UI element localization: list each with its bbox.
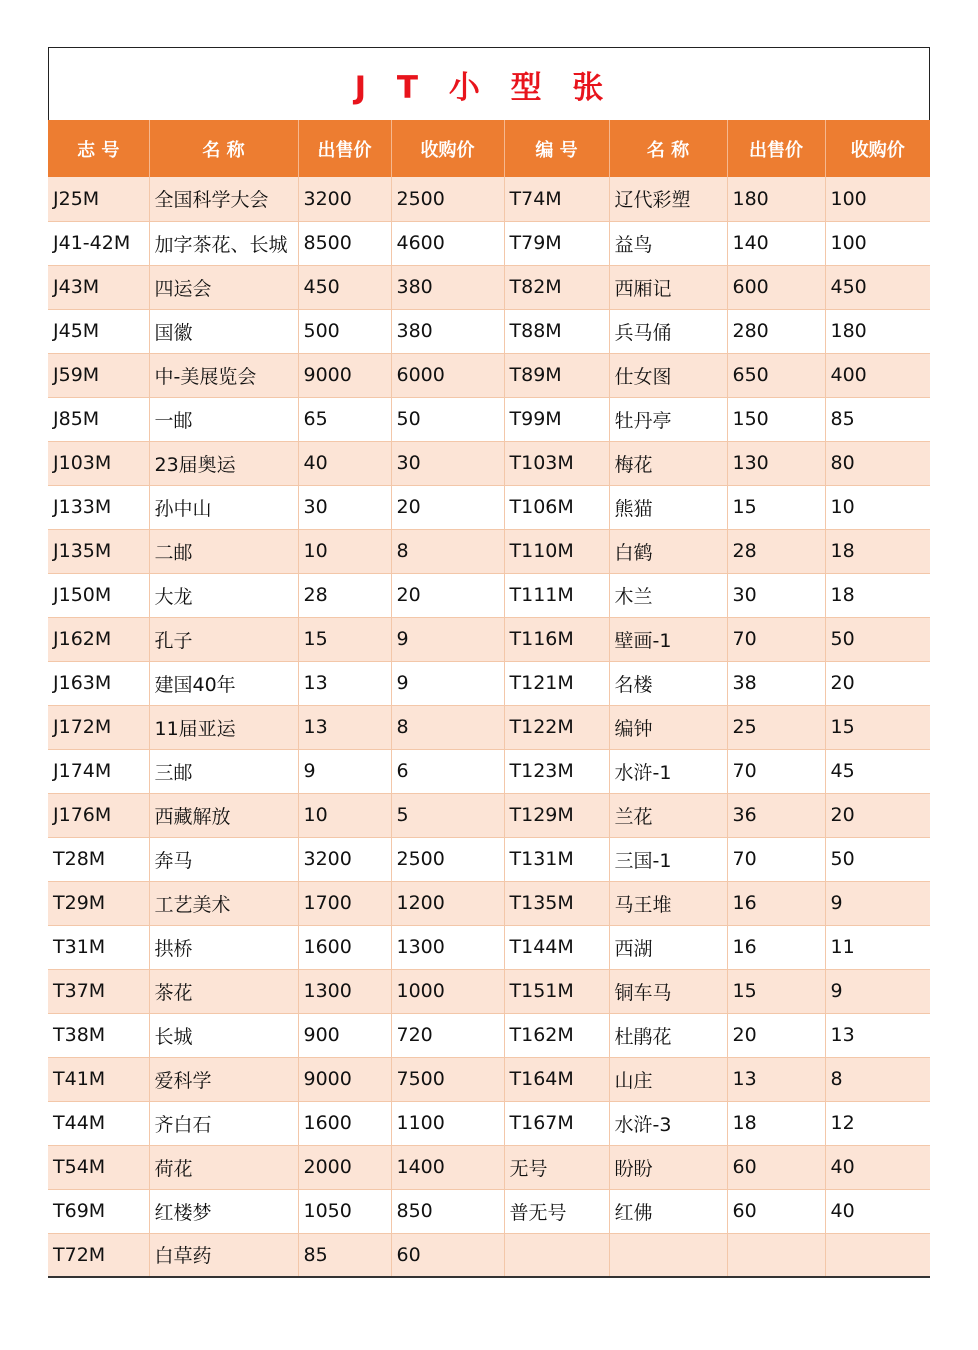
table-cell: 20	[391, 573, 504, 617]
table-cell: 40	[825, 1145, 930, 1189]
table-cell: 兰花	[609, 793, 727, 837]
table-cell: 木兰	[609, 573, 727, 617]
table-cell: T29M	[48, 881, 149, 925]
table-cell: J41-42M	[48, 221, 149, 265]
table-row	[48, 221, 930, 265]
table-row	[48, 661, 930, 705]
table-cell: 20	[825, 793, 930, 837]
table-cell: 60	[391, 1233, 504, 1277]
table-cell: T151M	[504, 969, 609, 1013]
table-cell: T82M	[504, 265, 609, 309]
table-cell: 8	[391, 529, 504, 573]
table-cell: T88M	[504, 309, 609, 353]
table-cell	[727, 1233, 825, 1277]
table-row	[48, 353, 930, 397]
table-cell: 20	[727, 1013, 825, 1057]
table-cell: 9	[298, 749, 391, 793]
table-cell: 12	[825, 1101, 930, 1145]
table-cell: 8	[825, 1057, 930, 1101]
table-cell: 益鸟	[609, 221, 727, 265]
table-cell: 2000	[298, 1145, 391, 1189]
header-cell: 名 称	[609, 120, 727, 177]
table-cell: 无号	[504, 1145, 609, 1189]
table-cell: T106M	[504, 485, 609, 529]
table-cell: 30	[727, 573, 825, 617]
table-cell: J176M	[48, 793, 149, 837]
table-cell: 11	[825, 925, 930, 969]
table-cell: 1600	[298, 1101, 391, 1145]
table-row	[48, 617, 930, 661]
table-cell: 白鹤	[609, 529, 727, 573]
table-cell: 红佛	[609, 1189, 727, 1233]
table-cell: 名楼	[609, 661, 727, 705]
table-cell: 一邮	[149, 397, 298, 441]
table-cell: T111M	[504, 573, 609, 617]
table-cell: J85M	[48, 397, 149, 441]
table-cell: 1400	[391, 1145, 504, 1189]
table-cell: 13	[727, 1057, 825, 1101]
table-cell: 3200	[298, 177, 391, 221]
table-cell: 13	[298, 661, 391, 705]
table-cell: 13	[298, 705, 391, 749]
table-cell: 380	[391, 309, 504, 353]
table-cell: T167M	[504, 1101, 609, 1145]
table-cell: 全国科学大会	[149, 177, 298, 221]
table-cell: 2500	[391, 177, 504, 221]
table-cell: 荷花	[149, 1145, 298, 1189]
price-table	[48, 120, 930, 1278]
table-cell: T162M	[504, 1013, 609, 1057]
table-cell: T116M	[504, 617, 609, 661]
table-cell: 6	[391, 749, 504, 793]
table-cell: 四运会	[149, 265, 298, 309]
table-cell: J174M	[48, 749, 149, 793]
table-cell: 60	[727, 1145, 825, 1189]
table-cell: 28	[727, 529, 825, 573]
table-cell: 熊猫	[609, 485, 727, 529]
table-cell: 8500	[298, 221, 391, 265]
table-row	[48, 793, 930, 837]
table-cell: 加字茶花、长城	[149, 221, 298, 265]
page-title: J T 小 型 张	[354, 69, 614, 106]
table-cell	[504, 1233, 609, 1277]
table-cell: 红楼梦	[149, 1189, 298, 1233]
table-cell: 9000	[298, 1057, 391, 1101]
table-cell: 9	[391, 617, 504, 661]
header-cell: 编 号	[504, 120, 609, 177]
table-cell: J59M	[48, 353, 149, 397]
table-row	[48, 529, 930, 573]
table-cell: 10	[298, 793, 391, 837]
table-cell: 50	[825, 837, 930, 881]
table-cell: 9	[825, 969, 930, 1013]
table-cell: J103M	[48, 441, 149, 485]
table-cell: 4600	[391, 221, 504, 265]
table-row	[48, 1189, 930, 1233]
table-cell: 梅花	[609, 441, 727, 485]
table-row	[48, 441, 930, 485]
table-cell: T103M	[504, 441, 609, 485]
table-cell: 100	[825, 177, 930, 221]
table-cell: 500	[298, 309, 391, 353]
table-cell: T41M	[48, 1057, 149, 1101]
table-cell: 50	[825, 617, 930, 661]
table-cell: T89M	[504, 353, 609, 397]
table-cell: T123M	[504, 749, 609, 793]
table-cell: 720	[391, 1013, 504, 1057]
table-cell: 9	[825, 881, 930, 925]
table-cell: 国徽	[149, 309, 298, 353]
table-cell: 水浒-1	[609, 749, 727, 793]
table-cell: 茶花	[149, 969, 298, 1013]
table-cell: 中-美展览会	[149, 353, 298, 397]
table-cell: 2500	[391, 837, 504, 881]
table-cell: T99M	[504, 397, 609, 441]
price-sheet	[48, 47, 930, 1278]
table-cell: 130	[727, 441, 825, 485]
header-cell: 志 号	[48, 120, 149, 177]
table-cell: 25	[727, 705, 825, 749]
table-cell: 150	[727, 397, 825, 441]
table-row	[48, 881, 930, 925]
table-cell: T74M	[504, 177, 609, 221]
table-cell: 5	[391, 793, 504, 837]
table-cell: 70	[727, 837, 825, 881]
table-cell: 18	[825, 529, 930, 573]
table-row	[48, 1013, 930, 1057]
table-cell: 三邮	[149, 749, 298, 793]
table-cell	[825, 1233, 930, 1277]
table-cell: 铜车马	[609, 969, 727, 1013]
table-cell: 16	[727, 925, 825, 969]
table-cell: 60	[727, 1189, 825, 1233]
table-cell: 6000	[391, 353, 504, 397]
table-cell: 10	[825, 485, 930, 529]
table-row	[48, 969, 930, 1013]
table-cell: 380	[391, 265, 504, 309]
table-cell: 13	[825, 1013, 930, 1057]
header-row	[48, 120, 930, 177]
table-cell: 450	[298, 265, 391, 309]
table-cell: 20	[391, 485, 504, 529]
table-cell: 180	[825, 309, 930, 353]
table-cell: T129M	[504, 793, 609, 837]
table-cell: 西湖	[609, 925, 727, 969]
table-body	[48, 177, 930, 1277]
header-cell: 收购价	[825, 120, 930, 177]
table-cell: 70	[727, 749, 825, 793]
table-cell: 1200	[391, 881, 504, 925]
table-cell: 孔子	[149, 617, 298, 661]
table-cell: 23届奥运	[149, 441, 298, 485]
table-cell: 15	[298, 617, 391, 661]
table-cell: 仕女图	[609, 353, 727, 397]
table-cell: 20	[825, 661, 930, 705]
table-cell: 180	[727, 177, 825, 221]
table-cell: 二邮	[149, 529, 298, 573]
table-cell: J163M	[48, 661, 149, 705]
header-cell: 名 称	[149, 120, 298, 177]
table-cell: 壁画-1	[609, 617, 727, 661]
table-cell: T121M	[504, 661, 609, 705]
table-cell: 普无号	[504, 1189, 609, 1233]
table-cell: 1100	[391, 1101, 504, 1145]
table-row	[48, 1145, 930, 1189]
table-cell: 水浒-3	[609, 1101, 727, 1145]
table-cell: T38M	[48, 1013, 149, 1057]
table-cell: J172M	[48, 705, 149, 749]
table-cell: 建国40年	[149, 661, 298, 705]
table-cell: 1000	[391, 969, 504, 1013]
table-cell: 18	[825, 573, 930, 617]
table-cell: J135M	[48, 529, 149, 573]
table-cell: 16	[727, 881, 825, 925]
table-row	[48, 925, 930, 969]
header-cell: 出售价	[298, 120, 391, 177]
table-cell	[609, 1233, 727, 1277]
table-cell: 西藏解放	[149, 793, 298, 837]
table-cell: T31M	[48, 925, 149, 969]
title-box	[48, 47, 930, 120]
table-cell: 15	[727, 485, 825, 529]
table-cell: 400	[825, 353, 930, 397]
table-cell: 杜鹃花	[609, 1013, 727, 1057]
table-cell: 1300	[391, 925, 504, 969]
table-row	[48, 265, 930, 309]
table-cell: 50	[391, 397, 504, 441]
table-cell: T72M	[48, 1233, 149, 1277]
table-cell: 30	[391, 441, 504, 485]
table-cell: 9	[391, 661, 504, 705]
table-cell: 18	[727, 1101, 825, 1145]
table-row	[48, 485, 930, 529]
table-cell: 奔马	[149, 837, 298, 881]
table-cell: 8	[391, 705, 504, 749]
table-cell: 编钟	[609, 705, 727, 749]
table-cell: 85	[825, 397, 930, 441]
table-row	[48, 837, 930, 881]
table-cell: J43M	[48, 265, 149, 309]
table-cell: J162M	[48, 617, 149, 661]
table-cell: 工艺美术	[149, 881, 298, 925]
table-cell: T69M	[48, 1189, 149, 1233]
table-cell: 40	[825, 1189, 930, 1233]
table-row	[48, 177, 930, 221]
table-row	[48, 309, 930, 353]
table-cell: 牡丹亭	[609, 397, 727, 441]
table-cell: J45M	[48, 309, 149, 353]
table-row	[48, 1101, 930, 1145]
table-cell: 36	[727, 793, 825, 837]
table-row	[48, 573, 930, 617]
table-cell: T110M	[504, 529, 609, 573]
table-cell: J150M	[48, 573, 149, 617]
table-cell: 900	[298, 1013, 391, 1057]
header-cell: 收购价	[391, 120, 504, 177]
table-cell: T54M	[48, 1145, 149, 1189]
table-cell: T28M	[48, 837, 149, 881]
table-cell: 28	[298, 573, 391, 617]
table-row	[48, 1233, 930, 1277]
table-cell: 40	[298, 441, 391, 485]
table-cell: 280	[727, 309, 825, 353]
table-cell: 100	[825, 221, 930, 265]
table-cell: 450	[825, 265, 930, 309]
table-cell: 三国-1	[609, 837, 727, 881]
table-cell: 850	[391, 1189, 504, 1233]
table-cell: 11届亚运	[149, 705, 298, 749]
table-cell: T144M	[504, 925, 609, 969]
table-cell: 兵马俑	[609, 309, 727, 353]
table-cell: T164M	[504, 1057, 609, 1101]
table-cell: 30	[298, 485, 391, 529]
table-cell: 9000	[298, 353, 391, 397]
table-cell: 山庄	[609, 1057, 727, 1101]
table-cell: 1700	[298, 881, 391, 925]
table-cell: 盼盼	[609, 1145, 727, 1189]
table-cell: 1600	[298, 925, 391, 969]
table-cell: 10	[298, 529, 391, 573]
table-cell: 齐白石	[149, 1101, 298, 1145]
table-cell: 65	[298, 397, 391, 441]
table-cell: 辽代彩塑	[609, 177, 727, 221]
table-row	[48, 397, 930, 441]
table-row	[48, 1057, 930, 1101]
table-cell: T79M	[504, 221, 609, 265]
table-cell: 3200	[298, 837, 391, 881]
table-row	[48, 705, 930, 749]
table-cell: 650	[727, 353, 825, 397]
table-cell: 白草药	[149, 1233, 298, 1277]
table-cell: 85	[298, 1233, 391, 1277]
table-cell: 西厢记	[609, 265, 727, 309]
table-cell: 140	[727, 221, 825, 265]
table-cell: 15	[727, 969, 825, 1013]
table-cell: 爱科学	[149, 1057, 298, 1101]
table-cell: 长城	[149, 1013, 298, 1057]
table-cell: 1050	[298, 1189, 391, 1233]
table-cell: 38	[727, 661, 825, 705]
table-cell: T44M	[48, 1101, 149, 1145]
table-cell: 马王堆	[609, 881, 727, 925]
table-cell: J133M	[48, 485, 149, 529]
table-cell: 拱桥	[149, 925, 298, 969]
table-cell: J25M	[48, 177, 149, 221]
table-cell: 孙中山	[149, 485, 298, 529]
table-cell: T37M	[48, 969, 149, 1013]
table-cell: 大龙	[149, 573, 298, 617]
table-cell: 70	[727, 617, 825, 661]
table-cell: 45	[825, 749, 930, 793]
table-cell: T122M	[504, 705, 609, 749]
table-cell: T135M	[504, 881, 609, 925]
table-cell: 7500	[391, 1057, 504, 1101]
table-row	[48, 749, 930, 793]
header-cell: 出售价	[727, 120, 825, 177]
table-cell: T131M	[504, 837, 609, 881]
table-cell: 15	[825, 705, 930, 749]
table-cell: 1300	[298, 969, 391, 1013]
table-cell: 600	[727, 265, 825, 309]
table-cell: 80	[825, 441, 930, 485]
